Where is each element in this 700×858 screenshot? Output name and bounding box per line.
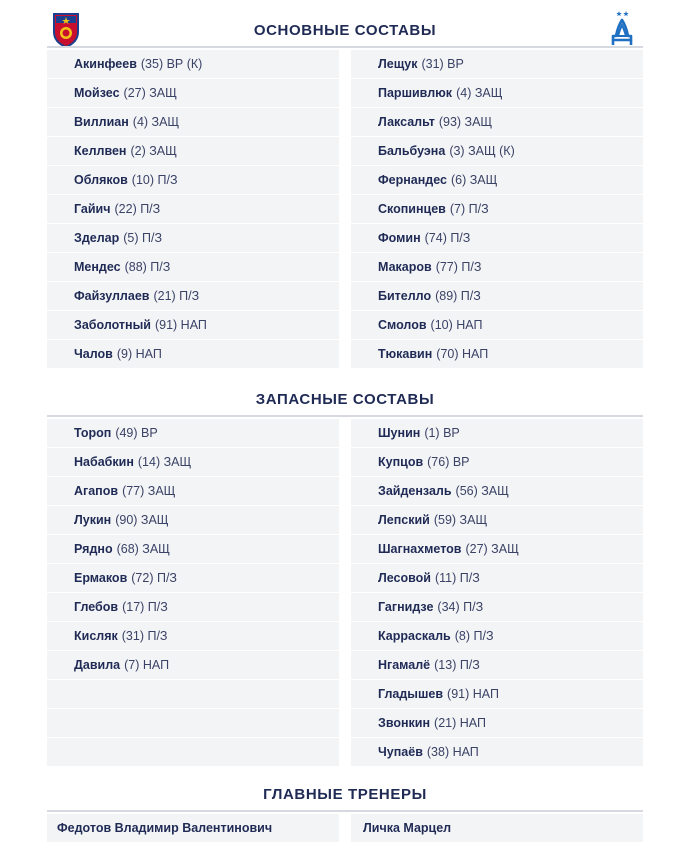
player-number-position: (34) П/З xyxy=(437,600,484,614)
player-number-position: (90) ЗАЩ xyxy=(115,513,169,527)
player-number-position: (77) ЗАЩ xyxy=(122,484,176,498)
player-number-position: (6) ЗАЩ xyxy=(450,173,498,187)
player-row xyxy=(351,419,643,448)
player-row xyxy=(47,195,339,224)
player-number-position: (76) ВР xyxy=(427,455,470,469)
player-number-position: (4) ЗАЩ xyxy=(132,115,180,129)
player-number-position: (27) ЗАЩ xyxy=(123,86,177,100)
player-row xyxy=(47,738,339,767)
player-row xyxy=(351,738,643,767)
player-name: Гайич xyxy=(74,202,111,216)
coaches-row xyxy=(47,814,643,843)
player-row xyxy=(47,224,339,253)
player-name: Фернандес xyxy=(378,173,447,187)
player-row xyxy=(351,108,643,137)
player-number-position: (31) П/З xyxy=(121,629,168,643)
player-name: Агапов xyxy=(74,484,119,498)
player-row xyxy=(47,651,339,680)
player-number-position: (3) ЗАЩ (К) xyxy=(449,144,515,158)
player-row xyxy=(47,622,339,651)
player-name: Шунин xyxy=(378,426,421,440)
player-name: Акинфеев xyxy=(74,57,137,71)
player-row xyxy=(47,282,339,311)
player-number-position: (14) ЗАЩ xyxy=(137,455,192,469)
player-number-position: (38) НАП xyxy=(426,745,479,759)
away-substitutes-column xyxy=(351,419,643,767)
player-name: Мендес xyxy=(74,260,121,274)
player-name: Купцов xyxy=(378,455,424,469)
coaches-header xyxy=(47,778,643,812)
player-name: Рядно xyxy=(74,542,113,556)
player-name: Звонкин xyxy=(378,716,431,730)
player-row xyxy=(351,593,643,622)
player-number-position: (31) ВР xyxy=(421,57,464,71)
player-number-position: (17) П/З xyxy=(122,600,168,614)
coach-name: Личка Марцел xyxy=(363,821,452,835)
player-row xyxy=(351,622,643,651)
player-number-position: (77) П/З xyxy=(435,260,482,274)
player-name: Давила xyxy=(74,658,121,672)
player-row xyxy=(47,419,339,448)
away-coach xyxy=(351,814,643,843)
player-number-position: (2) ЗАЩ xyxy=(130,144,177,158)
player-row xyxy=(351,651,643,680)
player-row xyxy=(351,311,643,340)
starting-lineups xyxy=(47,50,643,369)
player-row xyxy=(351,506,643,535)
player-row xyxy=(47,593,339,622)
player-row xyxy=(351,166,643,195)
player-number-position: (35) ВР (К) xyxy=(140,57,203,71)
player-name: Гладышев xyxy=(378,687,444,701)
section-title: ОСНОВНЫЕ СОСТАВЫ xyxy=(253,21,437,39)
player-number-position: (93) ЗАЩ xyxy=(438,115,493,129)
player-row xyxy=(47,311,339,340)
starting-lineups-header xyxy=(47,14,643,48)
player-row xyxy=(351,535,643,564)
substitutes-header xyxy=(47,383,643,417)
player-name: Кисляк xyxy=(74,629,118,643)
player-number-position: (89) П/З xyxy=(435,289,481,303)
player-row xyxy=(351,448,643,477)
player-row xyxy=(351,477,643,506)
player-number-position: (22) П/З xyxy=(114,202,161,216)
player-name: Шагнахметов xyxy=(378,542,462,556)
player-number-position: (74) П/З xyxy=(424,231,471,245)
player-number-position: (21) П/З xyxy=(153,289,200,303)
player-number-position: (70) НАП xyxy=(436,347,489,361)
player-number-position: (49) ВР xyxy=(115,426,158,440)
player-name: Нгамалё xyxy=(378,658,431,672)
coach-name: Федотов Владимир Валентинович xyxy=(57,821,273,835)
player-number-position: (8) П/З xyxy=(454,629,494,643)
player-number-position: (11) П/З xyxy=(435,571,480,585)
player-number-position: (21) НАП xyxy=(434,716,486,730)
player-row xyxy=(47,340,339,369)
player-row xyxy=(47,477,339,506)
player-name: Лукин xyxy=(74,513,112,527)
player-name: Макаров xyxy=(378,260,432,274)
player-name: Бальбуэна xyxy=(378,144,446,158)
player-row xyxy=(47,253,339,282)
player-name: Ермаков xyxy=(74,571,128,585)
player-name: Фомин xyxy=(378,231,421,245)
section-title: ЗАПАСНЫЕ СОСТАВЫ xyxy=(255,390,435,408)
player-name: Скопинцев xyxy=(378,202,446,216)
player-row xyxy=(351,224,643,253)
player-row xyxy=(47,680,339,709)
player-name: Заболотный xyxy=(74,318,151,332)
player-name: Обляков xyxy=(74,173,128,187)
player-name: Гагнидзе xyxy=(378,600,434,614)
player-name: Тороп xyxy=(74,426,112,440)
player-name: Зделар xyxy=(74,231,120,245)
player-name: Мойзес xyxy=(74,86,120,100)
player-row xyxy=(351,282,643,311)
player-row xyxy=(351,564,643,593)
player-row xyxy=(47,50,339,79)
player-name: Файзуллаев xyxy=(74,289,150,303)
substitutes-lineups xyxy=(47,419,643,767)
player-row xyxy=(351,680,643,709)
home-substitutes-column xyxy=(47,419,339,767)
player-name: Лещук xyxy=(378,57,418,71)
player-row xyxy=(47,166,339,195)
player-name: Тюкавин xyxy=(378,347,433,361)
player-name: Карраскаль xyxy=(378,629,451,643)
player-name: Набабкин xyxy=(74,455,134,469)
player-number-position: (91) НАП xyxy=(447,687,499,701)
player-row xyxy=(47,506,339,535)
player-name: Лаксальт xyxy=(378,115,435,129)
player-number-position: (4) ЗАЩ xyxy=(456,86,503,100)
player-name: Смолов xyxy=(378,318,427,332)
section-title: ГЛАВНЫЕ ТРЕНЕРЫ xyxy=(263,785,427,803)
player-row xyxy=(351,253,643,282)
player-row xyxy=(351,709,643,738)
player-number-position: (68) ЗАЩ xyxy=(116,542,170,556)
home-coach xyxy=(47,814,339,843)
player-number-position: (9) НАП xyxy=(116,347,162,361)
player-row xyxy=(47,564,339,593)
player-name: Чалов xyxy=(74,347,113,361)
player-number-position: (88) П/З xyxy=(124,260,171,274)
away-starting-column xyxy=(351,50,643,369)
player-row xyxy=(47,535,339,564)
player-number-position: (72) П/З xyxy=(131,571,177,585)
player-row xyxy=(47,448,339,477)
player-number-position: (7) НАП xyxy=(124,658,170,672)
player-row xyxy=(351,195,643,224)
player-row xyxy=(47,108,339,137)
player-row xyxy=(47,137,339,166)
player-name: Паршивлюк xyxy=(378,86,453,100)
player-name: Зайдензаль xyxy=(378,484,452,498)
player-number-position: (27) ЗАЩ xyxy=(465,542,519,556)
player-number-position: (10) П/З xyxy=(131,173,178,187)
player-name: Глебов xyxy=(74,600,119,614)
player-number-position: (5) П/З xyxy=(123,231,163,245)
player-number-position: (56) ЗАЩ xyxy=(455,484,509,498)
player-name: Лесовой xyxy=(378,571,431,585)
player-name: Бителло xyxy=(378,289,432,303)
player-row xyxy=(351,340,643,369)
player-row xyxy=(351,137,643,166)
player-name: Чупаёв xyxy=(378,745,423,759)
player-number-position: (10) НАП xyxy=(430,318,483,332)
player-row xyxy=(351,50,643,79)
player-number-position: (7) П/З xyxy=(449,202,489,216)
player-row xyxy=(351,79,643,108)
player-name: Келлвен xyxy=(74,144,127,158)
player-number-position: (59) ЗАЩ xyxy=(433,513,488,527)
player-number-position: (91) НАП xyxy=(154,318,207,332)
player-row xyxy=(47,79,339,108)
player-number-position: (13) П/З xyxy=(434,658,480,672)
player-name: Лепский xyxy=(378,513,430,527)
player-number-position: (1) ВР xyxy=(424,426,460,440)
player-row xyxy=(47,709,339,738)
player-name: Виллиан xyxy=(74,115,129,129)
home-starting-column xyxy=(47,50,339,369)
